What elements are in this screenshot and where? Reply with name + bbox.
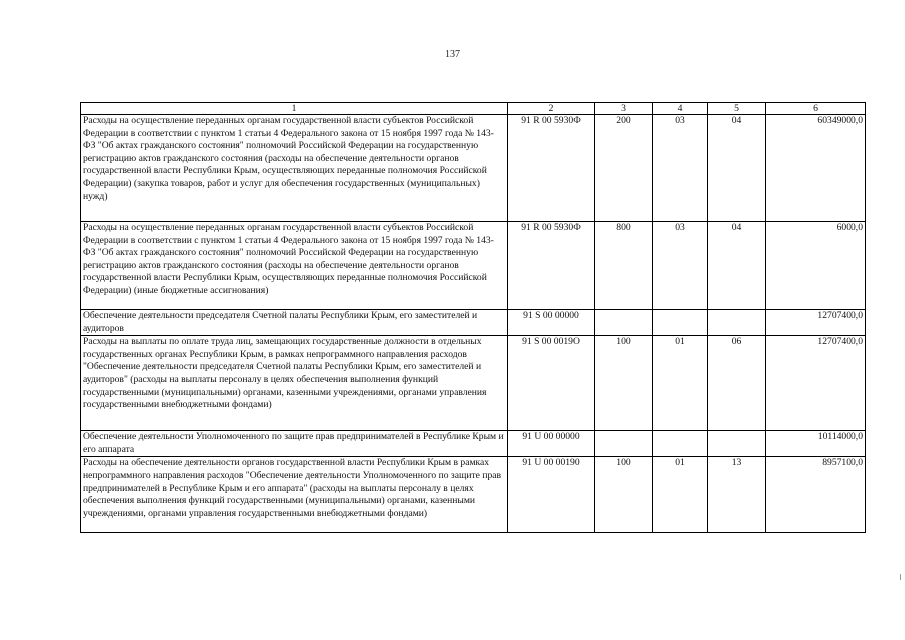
subsection <box>708 431 766 457</box>
expense-name: Расходы на выплаты по оплате труда лиц, замещающих государственные должности в отдельных государственных органах Республики Крым, в рамках непрограммного направления расходов "Обеспечение деятельности председателя Счетной палаты Республики Крым, его заместителей и аудиторов" (расходы на выплаты персоналу в целях обеспечения выполнения функций государственными (муниципальными) органами, казенными учреждениями, органами управления государственными внебюджетными фондами) <box>81 336 508 431</box>
amount: 10114000,0 <box>766 431 866 457</box>
subsection: 13 <box>708 457 766 533</box>
expense-type <box>595 310 653 336</box>
header-cell: 6 <box>766 103 866 115</box>
expense-name: Расходы на осуществление переданных органам государственной власти субъектов Российской Федерации в соответствии с пунктом 1 статьи 4 Федерального закона от 15 ноября 1997 года № 143-ФЗ "Об актах гражданского состояния" полномочий Российской Федерации на государственную регистрацию актов гражданского состояния (расходы на обеспечение деятельности органов государственной власти Республики Крым, осуществляющих переданные полномочия Российской Федерации) (иные бюджетные ассигнования) <box>81 222 508 310</box>
header-cell: 1 <box>81 103 508 115</box>
subsection <box>708 310 766 336</box>
header-row <box>81 103 866 115</box>
header-cell: 4 <box>653 103 708 115</box>
target-code: 91 S 00 00000 <box>508 310 595 336</box>
scan-speck <box>900 574 901 580</box>
expense-name: Обеспечение деятельности Уполномоченного по защите прав предпринимателей в Республике Крым и его аппарата <box>81 431 508 457</box>
section: 01 <box>653 457 708 533</box>
target-code: 91 R 00 5930Ф <box>508 115 595 222</box>
budget-table <box>80 102 866 533</box>
header-cell: 2 <box>508 103 595 115</box>
expense-type: 100 <box>595 457 653 533</box>
expense-name: Обеспечение деятельности председателя Счетной палаты Республики Крым, его заместителей и аудиторов <box>81 310 508 336</box>
table-row <box>81 115 866 222</box>
expense-name: Расходы на осуществление переданных органам государственной власти субъектов Российской Федерации в соответствии с пунктом 1 статьи 4 Федерального закона от 15 ноября 1997 года № 143-ФЗ "Об актах гражданского состояния" полномочий Российской Федерации на государственную регистрацию актов гражданского состояния (расходы на обеспечение деятельности органов государственной власти Республики Крым, осуществляющих переданные полномочия Российской Федерации) (закупка товаров, работ и услуг для обеспечения государственных (муниципальных) нужд) <box>81 115 508 222</box>
page-number: 137 <box>445 49 460 60</box>
target-code: 91 S 00 0019О <box>508 336 595 431</box>
amount: 60349000,0 <box>766 115 866 222</box>
amount: 12707400,0 <box>766 310 866 336</box>
amount: 8957100,0 <box>766 457 866 533</box>
header-cell: 3 <box>595 103 653 115</box>
table-row <box>81 457 866 533</box>
section: 01 <box>653 336 708 431</box>
table-row <box>81 336 866 431</box>
subsection: 04 <box>708 222 766 310</box>
expense-name: Расходы на обеспечение деятельности органов государственной власти Республики Крым в рамках непрограммного направления расходов "Обеспечение деятельности Уполномоченного по защите прав предпринимателей в Республике Крым и его аппарата" (расходы на выплаты персоналу в целях обеспечения выполнения функций государственными (муниципальными) органами, казенными учреждениями, органами управления государственными внебюджетными фондами) <box>81 457 508 533</box>
amount: 6000,0 <box>766 222 866 310</box>
expense-type: 100 <box>595 336 653 431</box>
section: 03 <box>653 115 708 222</box>
section <box>653 431 708 457</box>
target-code: 91 U 00 00000 <box>508 431 595 457</box>
table-row <box>81 431 866 457</box>
table-row <box>81 222 866 310</box>
expense-type: 200 <box>595 115 653 222</box>
subsection: 06 <box>708 336 766 431</box>
section <box>653 310 708 336</box>
table-row <box>81 310 866 336</box>
subsection: 04 <box>708 115 766 222</box>
header-cell: 5 <box>708 103 766 115</box>
expense-type: 800 <box>595 222 653 310</box>
target-code: 91 U 00 00190 <box>508 457 595 533</box>
amount: 12707400,0 <box>766 336 866 431</box>
section: 03 <box>653 222 708 310</box>
expense-type <box>595 431 653 457</box>
target-code: 91 R 00 5930Ф <box>508 222 595 310</box>
